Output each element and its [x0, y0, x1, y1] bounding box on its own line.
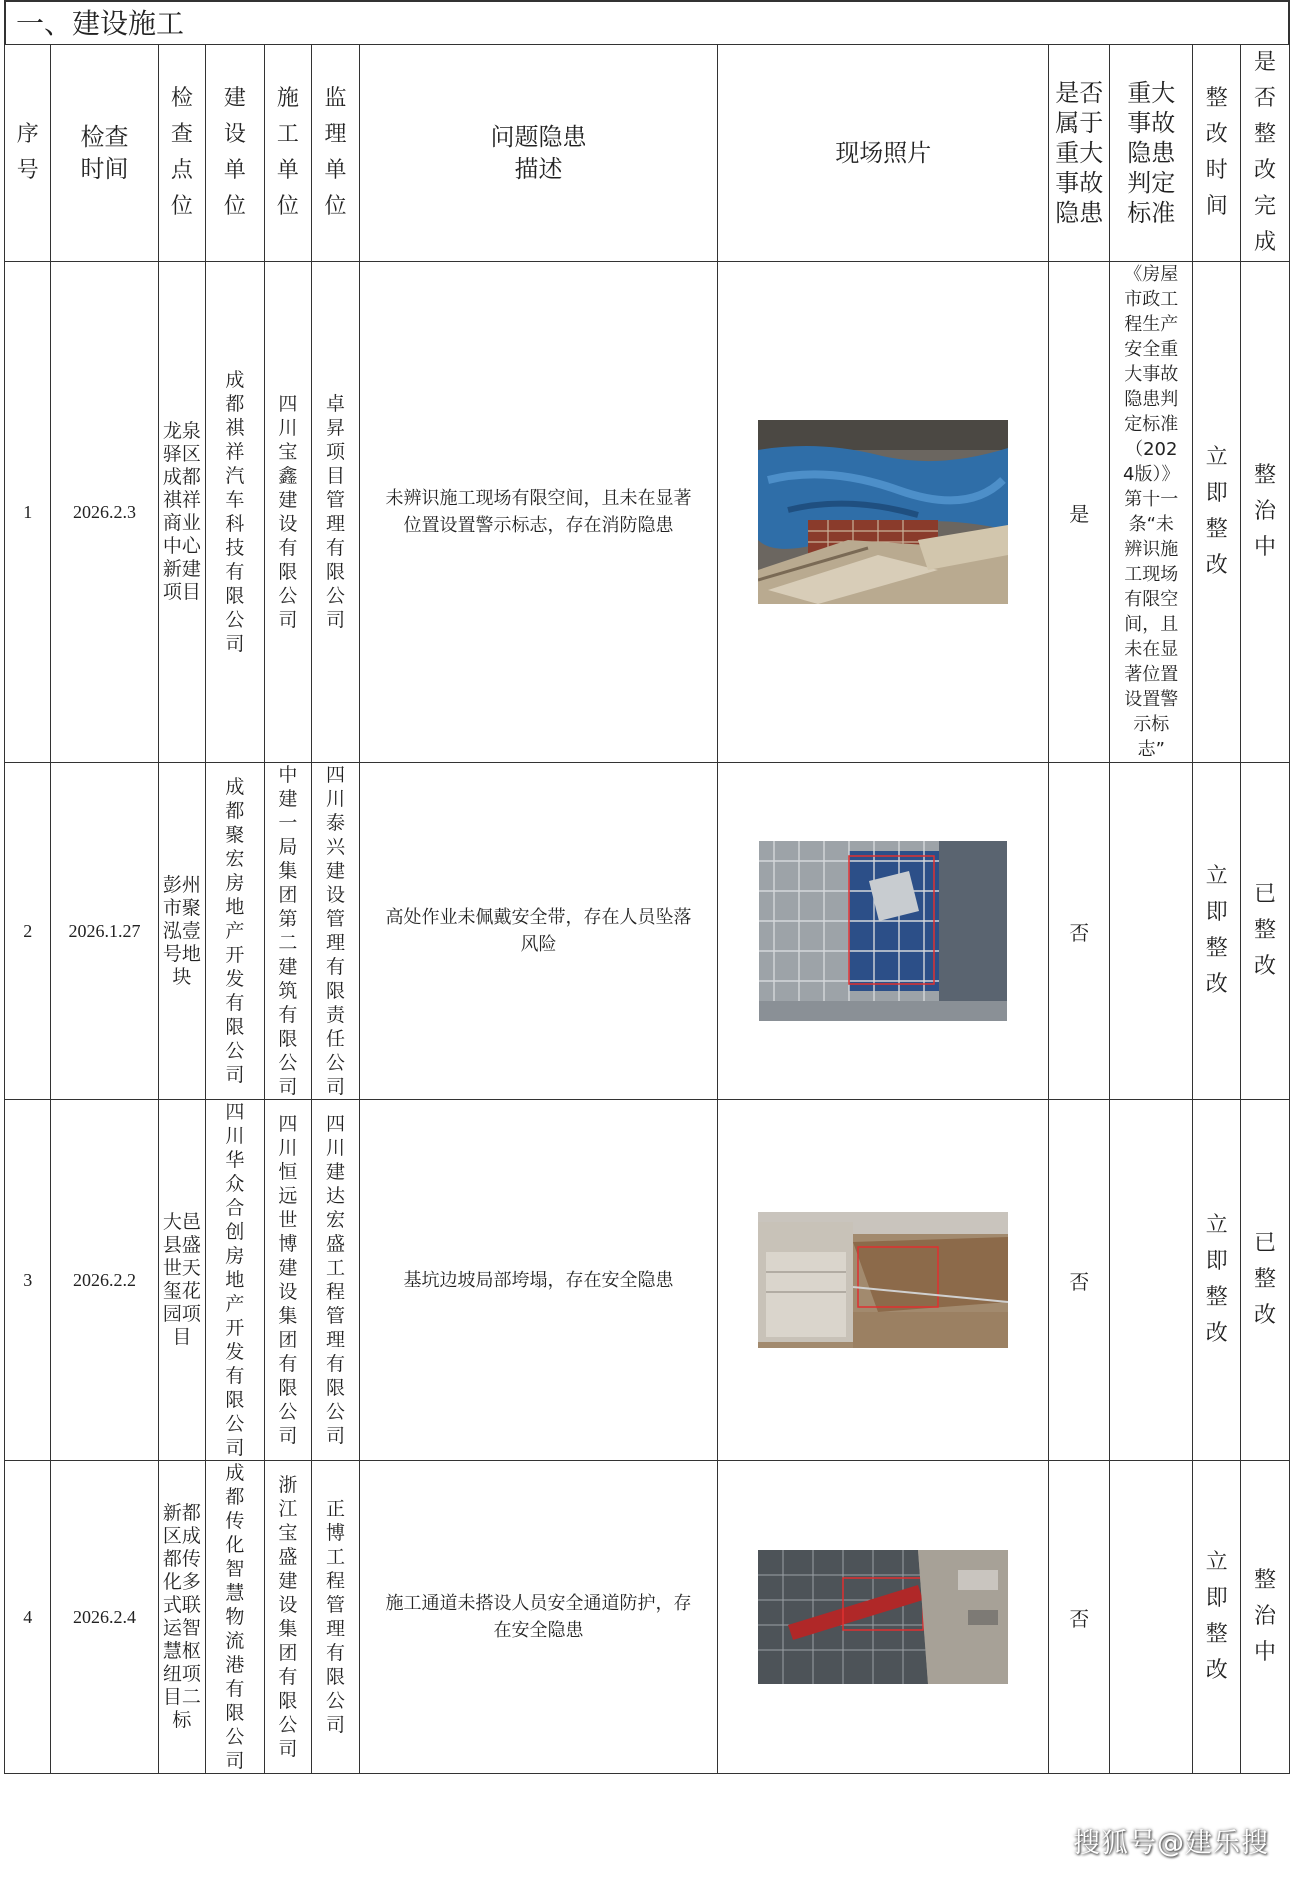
header-fix-time: 整改时间 [1193, 45, 1241, 262]
row-issue: 施工通道未搭设人员安全通道防护，存在安全隐患 [359, 1461, 717, 1774]
row-fix-time: 立即整改 [1193, 1461, 1241, 1774]
row-issue: 高处作业未佩戴安全带，存在人员坠落风险 [359, 763, 717, 1100]
row-fix-time: 立即整改 [1193, 262, 1241, 763]
header-issue: 问题隐患 描述 [359, 45, 717, 262]
table-row [5, 1461, 1290, 1774]
row-builder: 成都祺祥汽车科技有限公司 [206, 262, 264, 763]
table-row [5, 763, 1290, 1100]
row-standard [1110, 763, 1193, 1100]
inspection-table [4, 44, 1290, 1774]
row-supervisor: 正博工程管理有限公司 [312, 1461, 360, 1774]
row-fix-time: 立即整改 [1193, 763, 1241, 1100]
header-builder: 建设单位 [206, 45, 264, 262]
row-seq: 4 [5, 1461, 51, 1774]
row-contractor: 四川恒远世博建设集团有限公司 [264, 1100, 312, 1461]
header-major: 是否 属于 重大 事故 隐患 [1049, 45, 1110, 262]
row-done: 已整改 [1241, 1100, 1290, 1461]
row-photo [718, 262, 1049, 763]
header-time: 检查时间 [51, 45, 158, 262]
row-seq: 1 [5, 262, 51, 763]
header-done: 是否整改完成 [1241, 45, 1290, 262]
row-issue: 未辨识施工现场有限空间，且未在显著位置设置警示标志，存在消防隐患 [359, 262, 717, 763]
row-major: 是 [1049, 262, 1110, 763]
row-builder: 四川华众合创房地产开发有限公司 [206, 1100, 264, 1461]
table-row [5, 1100, 1290, 1461]
row-issue: 基坑边坡局部垮塌，存在安全隐患 [359, 1100, 717, 1461]
row-time: 2026.2.2 [51, 1100, 158, 1461]
row-supervisor: 四川建达宏盛工程管理有限公司 [312, 1100, 360, 1461]
construction-site-photo [759, 841, 1007, 1021]
header-photo: 现场照片 [718, 45, 1049, 262]
row-photo [718, 1100, 1049, 1461]
row-time: 2026.2.3 [51, 262, 158, 763]
row-major: 否 [1049, 763, 1110, 1100]
header-standard: 重大 事故 隐患 判定 标准 [1110, 45, 1193, 262]
row-photo [718, 1461, 1049, 1774]
row-standard: 《房屋市政工程生产安全重大事故隐患判定标准（2024版）》第十一条“未辨识施工现场有限空间，且未在显著位置设置警示标志” [1110, 262, 1193, 763]
row-contractor: 中建一局集团第二建筑有限公司 [264, 763, 312, 1100]
row-supervisor: 四川泰兴建设管理有限责任公司 [312, 763, 360, 1100]
construction-site-photo [758, 420, 1008, 604]
row-site: 彭州市聚泓壹号地块 [158, 763, 206, 1100]
construction-site-photo [758, 1212, 1008, 1348]
section-title: 一、建设施工 [4, 0, 1290, 44]
row-time: 2026.1.27 [51, 763, 158, 1100]
row-done: 已整改 [1241, 763, 1290, 1100]
row-site: 大邑县盛世天玺花园项目 [158, 1100, 206, 1461]
row-major: 否 [1049, 1461, 1110, 1774]
row-contractor: 浙江宝盛建设集团有限公司 [264, 1461, 312, 1774]
row-seq: 2 [5, 763, 51, 1100]
row-photo [718, 763, 1049, 1100]
table-row [5, 262, 1290, 763]
row-standard [1110, 1100, 1193, 1461]
header-row [5, 45, 1290, 262]
row-done: 整治中 [1241, 1461, 1290, 1774]
row-time: 2026.2.4 [51, 1461, 158, 1774]
row-major: 否 [1049, 1100, 1110, 1461]
watermark: 搜狐号@建乐搜 [1073, 1828, 1269, 1859]
row-builder: 成都聚宏房地产开发有限公司 [206, 763, 264, 1100]
row-site: 新都区成都传化多式联运智慧枢纽项目二标 [158, 1461, 206, 1774]
row-standard [1110, 1461, 1193, 1774]
construction-site-photo [758, 1550, 1008, 1684]
row-contractor: 四川宝鑫建设有限公司 [264, 262, 312, 763]
header-seq: 序号 [5, 45, 51, 262]
row-supervisor: 卓昇项目管理有限公司 [312, 262, 360, 763]
row-fix-time: 立即整改 [1193, 1100, 1241, 1461]
row-builder: 成都传化智慧物流港有限公司 [206, 1461, 264, 1774]
row-done: 整治中 [1241, 262, 1290, 763]
header-site: 检查点位 [158, 45, 206, 262]
row-site: 龙泉驿区成都祺祥商业中心新建项目 [158, 262, 206, 763]
row-seq: 3 [5, 1100, 51, 1461]
header-supervisor: 监理单位 [312, 45, 360, 262]
header-contractor: 施工单位 [264, 45, 312, 262]
